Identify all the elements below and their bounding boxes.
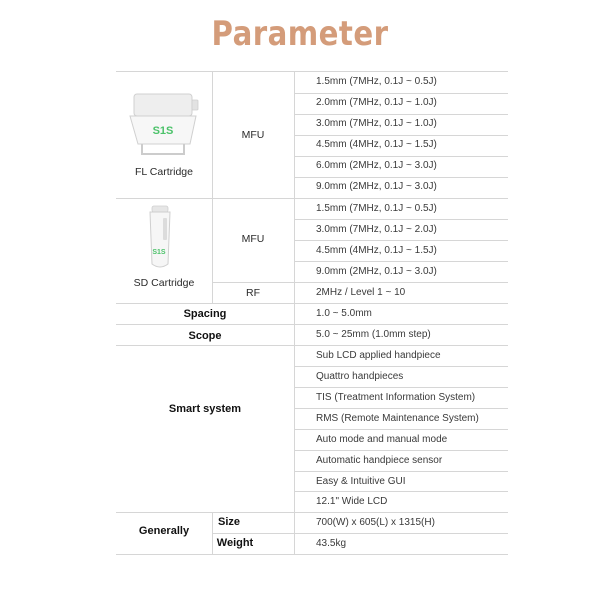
smart-system-item: Sub LCD applied handpiece bbox=[316, 350, 441, 361]
table-top-rule bbox=[116, 71, 508, 72]
sd-value-row: 3.0mm (7MHz, 0.1J ~ 2.0J) bbox=[316, 224, 437, 235]
fl-value-row: 2.0mm (7MHz, 0.1J ~ 1.0J) bbox=[316, 97, 437, 108]
section-divider bbox=[116, 345, 508, 346]
size-label: Size bbox=[217, 516, 240, 528]
scope-label: Scope bbox=[188, 330, 222, 342]
row-divider bbox=[294, 491, 508, 492]
row-divider bbox=[294, 366, 508, 367]
section-divider bbox=[116, 324, 508, 325]
row-divider bbox=[294, 177, 508, 178]
row-divider bbox=[294, 471, 508, 472]
section-divider bbox=[116, 512, 508, 513]
row-divider bbox=[294, 387, 508, 388]
fl-cartridge-label: FL Cartridge bbox=[135, 166, 193, 178]
row-divider bbox=[294, 429, 508, 430]
sd-cartridge-image bbox=[140, 204, 180, 272]
smart-system-item: Easy & Intuitive GUI bbox=[316, 476, 406, 487]
fl-value-row: 1.5mm (7MHz, 0.1J ~ 0.5J) bbox=[316, 76, 437, 87]
scope-value: 5.0 ~ 25mm (1.0mm step) bbox=[316, 329, 431, 340]
generally-label: Generally bbox=[138, 525, 190, 537]
row-divider bbox=[294, 450, 508, 451]
fl-value-row: 4.5mm (4MHz, 0.1J ~ 1.5J) bbox=[316, 139, 437, 150]
rf-label: RF bbox=[246, 287, 260, 299]
sd-cartridge-label: SD Cartridge bbox=[133, 277, 195, 289]
fl-value-row: 9.0mm (2MHz, 0.1J ~ 3.0J) bbox=[316, 181, 437, 192]
sd-value-row: 9.0mm (2MHz, 0.1J ~ 3.0J) bbox=[316, 266, 437, 277]
section-divider bbox=[116, 198, 508, 199]
fl-value-row: 6.0mm (2MHz, 0.1J ~ 3.0J) bbox=[316, 160, 437, 171]
sd-value-row: 1.5mm (7MHz, 0.1J ~ 0.5J) bbox=[316, 203, 437, 214]
row-divider bbox=[294, 135, 508, 136]
fl-value-row: 3.0mm (7MHz, 0.1J ~ 1.0J) bbox=[316, 118, 437, 129]
smart-system-item: 12.1" Wide LCD bbox=[316, 496, 388, 507]
row-divider bbox=[294, 156, 508, 157]
row-divider bbox=[212, 282, 508, 283]
smart-system-item: RMS (Remote Maintenance System) bbox=[316, 413, 479, 424]
spacing-label: Spacing bbox=[183, 308, 227, 320]
table-bottom-rule bbox=[116, 554, 508, 555]
section-divider bbox=[116, 303, 508, 304]
sd-mode-label: MFU bbox=[241, 233, 265, 245]
fl-cartridge-image bbox=[124, 90, 204, 162]
row-divider bbox=[294, 114, 508, 115]
row-divider bbox=[212, 533, 508, 534]
row-divider bbox=[294, 219, 508, 220]
smart-system-item: TIS (Treatment Information System) bbox=[316, 392, 476, 403]
smart-system-label: Smart system bbox=[168, 403, 242, 415]
row-divider bbox=[294, 261, 508, 262]
sd-value-row: 4.5mm (4MHz, 0.1J ~ 1.5J) bbox=[316, 245, 437, 256]
spacing-value: 1.0 ~ 5.0mm bbox=[316, 308, 372, 319]
weight-label: Weight bbox=[216, 537, 254, 549]
cartridge-badge-text: S1S bbox=[152, 125, 174, 137]
weight-value: 43.5kg bbox=[316, 538, 347, 549]
smart-system-item: Automatic handpiece sensor bbox=[316, 455, 443, 466]
size-value: 700(W) x 605(L) x 1315(H) bbox=[316, 517, 435, 528]
column-divider bbox=[294, 71, 295, 554]
smart-system-item: Quattro handpieces bbox=[316, 371, 404, 382]
row-divider bbox=[294, 93, 508, 94]
cartridge-badge-text: S1S bbox=[152, 249, 166, 256]
fl-mode-label: MFU bbox=[241, 129, 265, 141]
row-divider bbox=[294, 240, 508, 241]
row-divider bbox=[294, 408, 508, 409]
rf-value: 2MHz / Level 1 ~ 10 bbox=[316, 287, 406, 298]
column-divider bbox=[212, 71, 213, 303]
page-title: Parameter bbox=[211, 14, 389, 54]
smart-system-item: Auto mode and manual mode bbox=[316, 434, 448, 445]
